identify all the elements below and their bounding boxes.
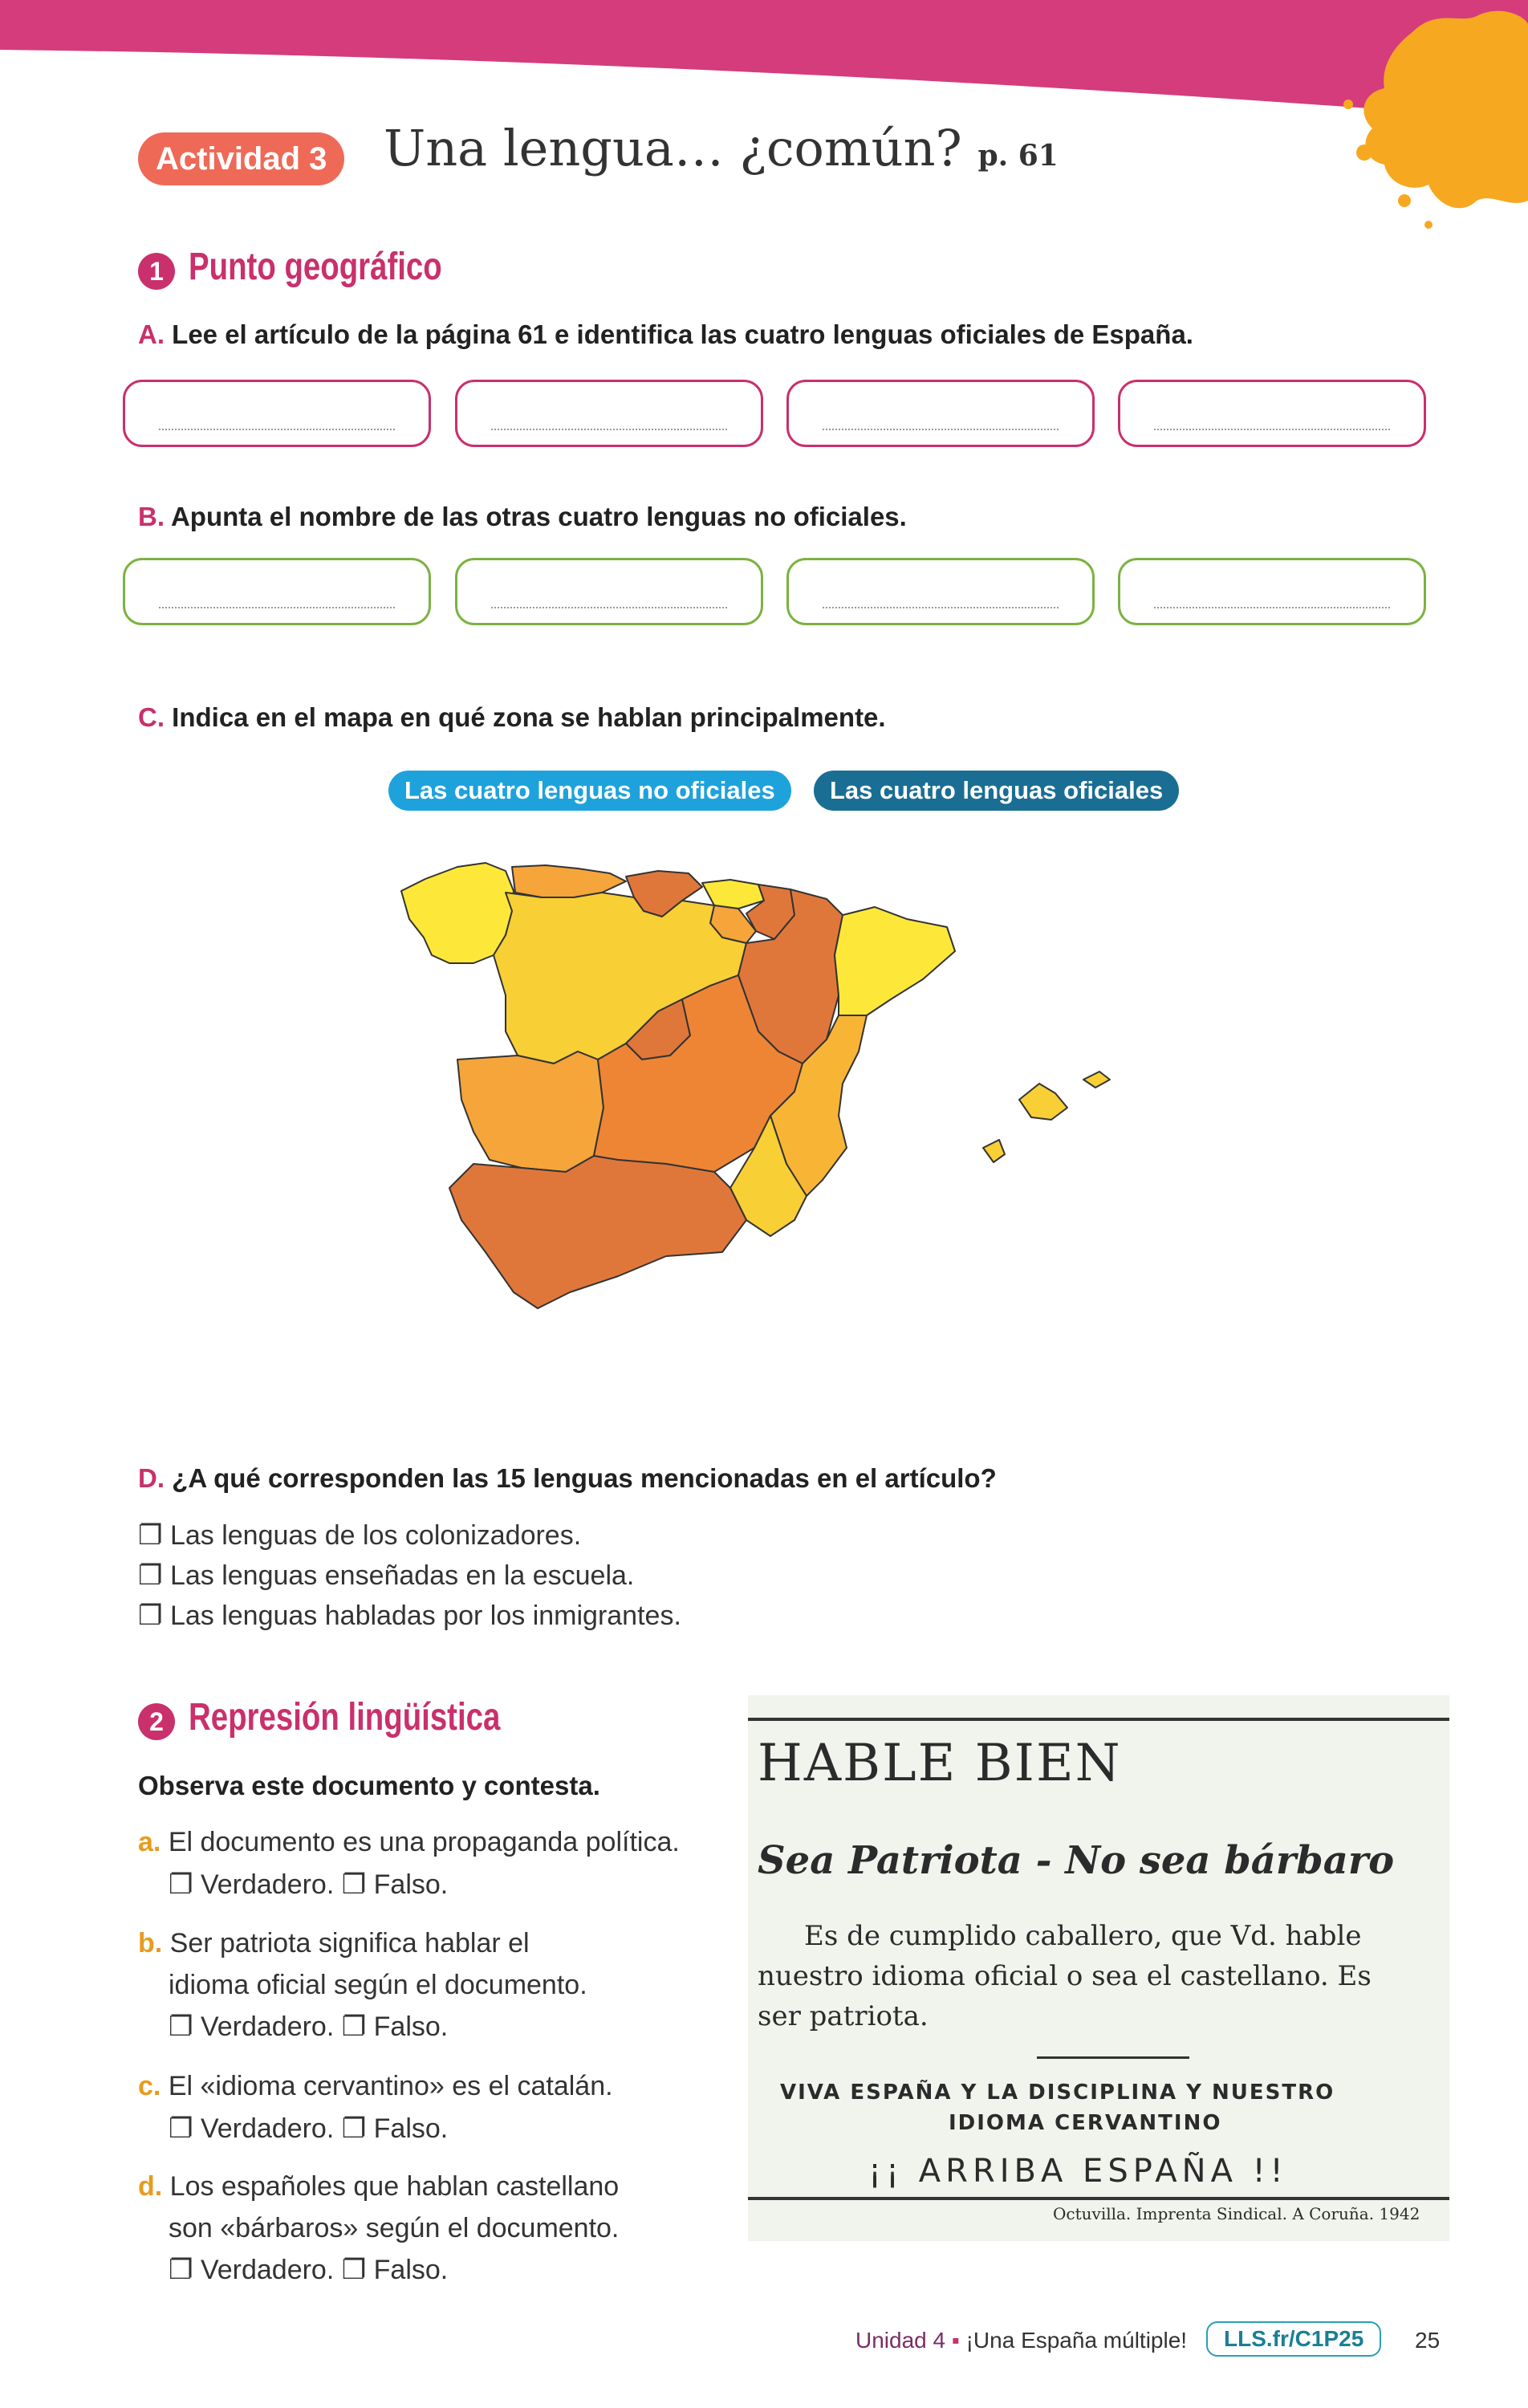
unit-label: Unidad 4 xyxy=(855,2328,946,2353)
question-d xyxy=(138,1463,997,1494)
question-c xyxy=(138,702,886,733)
question-letter: C. xyxy=(138,702,165,732)
question-letter: A. xyxy=(138,319,165,349)
question-letter: B. xyxy=(138,502,165,531)
option-label: Las lenguas habladas por los inmigrantes. xyxy=(169,1601,681,1631)
footer-unit xyxy=(855,2328,1187,2353)
true-false-c[interactable] xyxy=(169,2113,448,2145)
question-text-line2: son «bárbaros» según el documento. xyxy=(169,2213,620,2243)
true-false-b[interactable] xyxy=(169,2011,448,2043)
document-body-line2: nuestro idioma oficial o sea el castellano. Es xyxy=(758,1960,1372,1992)
answer-field-official-1[interactable] xyxy=(123,380,431,447)
question-text: Lee el artículo de la página 61 e identifica las cuatro lenguas oficiales de España. xyxy=(172,319,1193,349)
document-rule xyxy=(748,2197,1449,2200)
section-title: Represión lingüística xyxy=(189,1696,501,1739)
question-a xyxy=(138,319,1193,350)
region-balearic-mallorca xyxy=(1019,1084,1067,1120)
region-extremadura xyxy=(457,1051,603,1172)
legend-official: Las cuatro lenguas oficiales xyxy=(814,771,1179,811)
header-band xyxy=(0,0,1528,128)
document-body-line3: ser patriota. xyxy=(758,2000,929,2032)
answer-field-official-3[interactable] xyxy=(786,380,1095,447)
section-number: 2 xyxy=(138,1703,175,1740)
region-balearic-menorca xyxy=(1083,1072,1110,1088)
spain-map[interactable] xyxy=(393,843,1164,1429)
option-label: Las lenguas de los colonizadores. xyxy=(169,1520,582,1551)
answer-choices: Verdadero. ❐ Falso. xyxy=(200,2011,449,2042)
question-text: El «idioma cervantino» es el catalán. xyxy=(168,2071,613,2101)
document-divider xyxy=(1037,2056,1189,2059)
checkbox-icon[interactable]: ❐ xyxy=(138,1560,163,1592)
question-letter: c. xyxy=(138,2071,161,2101)
question-text: Los españoles que hablan castellano xyxy=(169,2171,620,2202)
propaganda-document xyxy=(748,1695,1449,2241)
footer-link[interactable]: LLS.fr/C1P25 xyxy=(1206,2321,1381,2357)
answer-choices: Verdadero. ❐ Falso. xyxy=(200,1869,449,1900)
region-andalusia xyxy=(449,1156,746,1308)
answer-field-non-official-2[interactable] xyxy=(455,558,763,625)
question-letter: a. xyxy=(138,1827,161,1857)
option-label: Las lenguas enseñadas en la escuela. xyxy=(169,1560,635,1591)
question-text: ¿A qué corresponden las 15 lenguas mencionadas en el artículo? xyxy=(172,1463,997,1493)
activity-label: Actividad 3 xyxy=(138,132,344,185)
checkbox-icon[interactable]: ❐ xyxy=(169,2254,193,2286)
question-text-line2: idioma oficial según el documento. xyxy=(169,1970,587,2000)
region-balearic-ibiza xyxy=(983,1140,1005,1162)
checkbox-icon[interactable]: ❐ xyxy=(169,2011,193,2043)
document-body-line1: Es de cumplido caballero, que Vd. hable xyxy=(804,1920,1362,1952)
answer-choices: Verdadero. ❐ Falso. xyxy=(200,2255,449,2285)
question-text: El documento es una propaganda política. xyxy=(168,1827,680,1857)
question-b xyxy=(138,1928,530,1959)
answer-field-non-official-4[interactable] xyxy=(1118,558,1426,625)
question-letter: D. xyxy=(138,1463,165,1493)
section-title: Punto geográfico xyxy=(189,246,442,288)
document-slogan: Sea Patriota - No sea bárbaro xyxy=(758,1838,1395,1883)
checkbox-icon[interactable]: ❐ xyxy=(138,1519,163,1552)
unit-title: ¡Una España múltiple! xyxy=(965,2328,1188,2353)
question-letter: d. xyxy=(138,2171,163,2202)
paint-splash-decoration xyxy=(1316,0,1528,233)
document-footer-line2: IDIOMA CERVANTINO xyxy=(949,2111,1222,2135)
activity-title-text: Una lengua… ¿común? xyxy=(384,119,962,177)
true-false-a[interactable] xyxy=(169,1869,448,1901)
checkbox-icon[interactable]: ❐ xyxy=(169,1869,193,1901)
checkbox-icon[interactable]: ❐ xyxy=(169,2113,193,2145)
page-reference: p. 61 xyxy=(977,139,1059,173)
checkbox-icon[interactable]: ❐ xyxy=(138,1600,163,1632)
answer-choices: Verdadero. ❐ Falso. xyxy=(200,2113,449,2144)
answer-field-non-official-1[interactable] xyxy=(123,558,431,625)
question-b xyxy=(138,502,907,532)
question-a xyxy=(138,1827,680,1858)
answer-field-official-4[interactable] xyxy=(1118,380,1426,447)
bullet-icon: ▪ xyxy=(951,2328,960,2353)
page-number: 25 xyxy=(1415,2328,1441,2353)
document-imprint: Octuvilla. Imprenta Sindical. A Coruña. 1942 xyxy=(1053,2204,1420,2223)
document-headline: HABLE BIEN xyxy=(758,1734,1122,1793)
document-rule xyxy=(748,1718,1449,1721)
document-footer-line1: VIVA ESPAÑA Y LA DISCIPLINA Y NUESTRO xyxy=(780,2081,1335,2105)
question-text: Apunta el nombre de las otras cuatro lenguas no oficiales. xyxy=(170,502,907,531)
region-catalonia xyxy=(835,907,955,1015)
region-asturias xyxy=(512,865,626,897)
question-text: Ser patriota significa hablar el xyxy=(169,1928,530,1959)
true-false-d[interactable] xyxy=(169,2254,448,2286)
document-cry: ¡¡ ARRIBA ESPAÑA !! xyxy=(868,2153,1288,2190)
question-letter: b. xyxy=(138,1928,163,1959)
instruction: Observa este documento y contesta. xyxy=(138,1771,600,1800)
answer-field-non-official-3[interactable] xyxy=(786,558,1095,625)
question-d xyxy=(138,2171,619,2203)
region-galicia xyxy=(401,863,514,963)
question-c xyxy=(138,2071,613,2102)
question-text: Indica en el mapa en qué zona se hablan principalmente. xyxy=(172,702,886,732)
option-3[interactable] xyxy=(138,1600,681,1632)
answer-field-official-2[interactable] xyxy=(455,380,763,447)
section-number: 1 xyxy=(138,253,175,290)
activity-title xyxy=(384,119,1059,177)
option-1[interactable] xyxy=(138,1519,581,1552)
option-2[interactable] xyxy=(138,1560,634,1592)
legend-non-official: Las cuatro lenguas no oficiales xyxy=(388,771,791,811)
